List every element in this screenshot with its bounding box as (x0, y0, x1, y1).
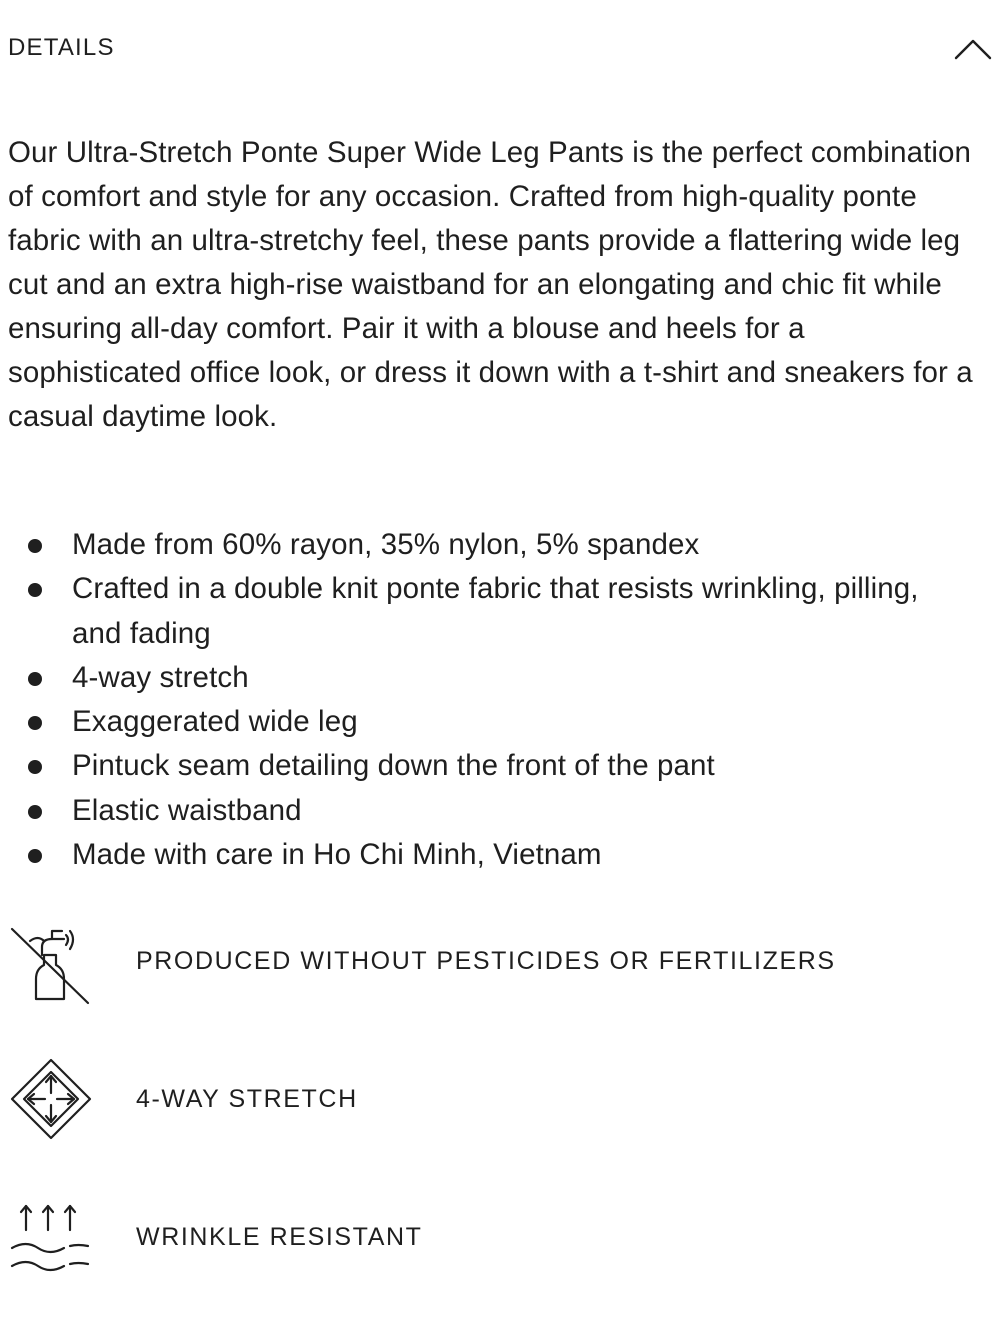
feature-text: Pintuck seam detailing down the front of the pant (72, 749, 715, 783)
chevron-up-icon[interactable] (950, 30, 996, 66)
list-item (0, 656, 932, 700)
attribute-label: PRODUCED WITHOUT PESTICIDES OR FERTILIZERS (136, 947, 836, 975)
attribute-label: WRINKLE RESISTANT (136, 1223, 423, 1251)
feature-text: Exaggerated wide leg (72, 705, 358, 739)
attribute-wrinkle-resistant (0, 1192, 1000, 1292)
list-item (0, 744, 932, 788)
list-item (0, 789, 932, 833)
list-item (0, 700, 932, 744)
feature-text: Elastic waistband (72, 793, 302, 827)
list-item (0, 567, 932, 656)
four-way-stretch-icon (8, 1056, 94, 1142)
bullet-icon (28, 672, 42, 686)
wrinkle-resistant-icon (8, 1196, 94, 1282)
feature-list (0, 523, 1000, 877)
section-title: DETAILS (8, 34, 115, 61)
product-description: Our Ultra-Stretch Ponte Super Wide Leg Pants is the perfect combination of comfort and style for any occasion. Crafted from high-quality ponte fabric with an ultra-stretchy feel, these pants provide a flattering wide leg cut and an extra high-rise waistband for an elongating and chic fit while ensuring all-day comfort. Pair it with a blouse and heels for a sophisticated office look, or dress it down with a t-shirt and sneakers for a casual daytime look. (8, 136, 973, 433)
feature-text: Made from 60% rayon, 35% nylon, 5% spandex (72, 528, 700, 561)
feature-text: Made with care in Ho Chi Minh, Vietnam (72, 838, 602, 872)
list-item (0, 833, 932, 877)
bullet-icon (28, 539, 42, 553)
bullet-icon (28, 716, 42, 730)
attribute-four-way-stretch (0, 1054, 1000, 1154)
attribute-label: 4-WAY STRETCH (136, 1085, 358, 1113)
feature-text: 4-way stretch (72, 660, 249, 694)
no-pesticides-icon (8, 919, 94, 1005)
details-accordion-header[interactable] (0, 0, 1000, 100)
list-item (0, 523, 932, 567)
bullet-icon (28, 583, 42, 597)
bullet-icon (28, 849, 42, 863)
feature-text: Crafted in a double knit ponte fabric that resists wrinkling, pilling, and fading (72, 572, 919, 650)
bullet-icon (28, 805, 42, 819)
bullet-icon (28, 760, 42, 774)
attribute-no-pesticides (0, 915, 1000, 1015)
